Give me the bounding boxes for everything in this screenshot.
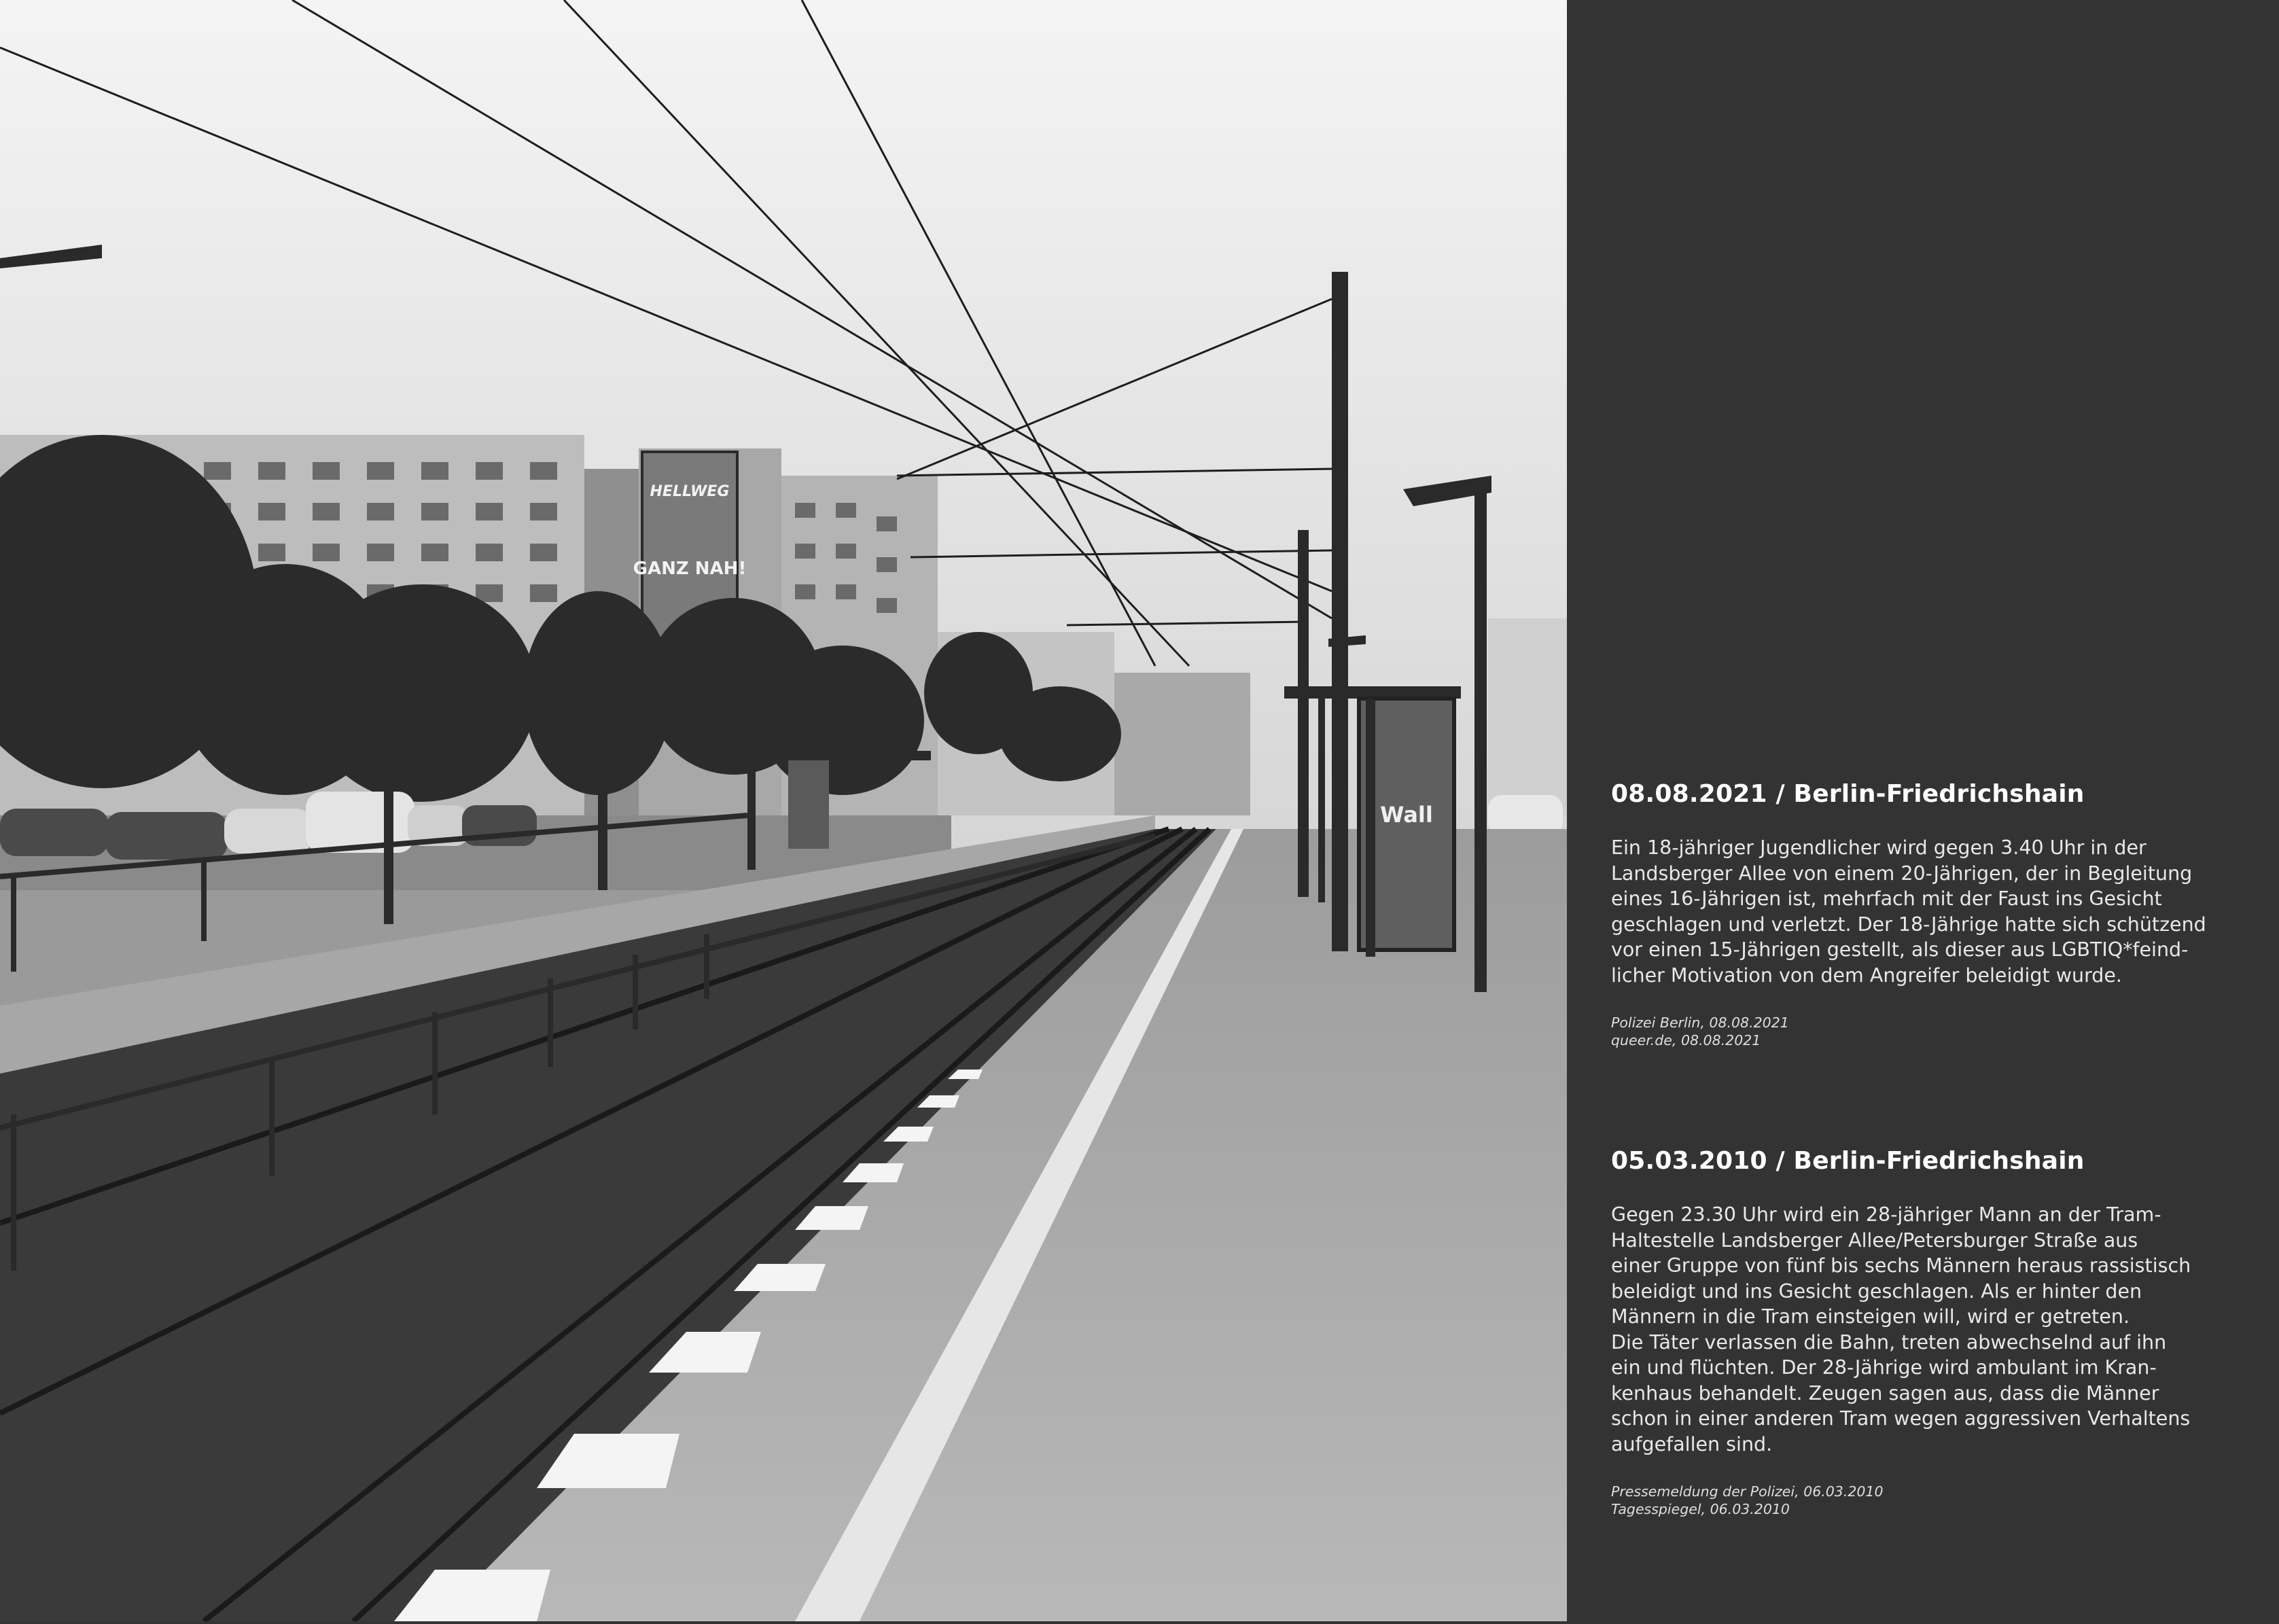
text-panel	[1567, 0, 2279, 1621]
incident-heading: 05.03.2010 / Berlin-Friedrichshain	[1611, 1147, 2085, 1175]
billboard-brand: HELLWEG	[650, 483, 730, 500]
incident-description: Gegen 23.30 Uhr wird ein 28-jähriger Mann an der Tram- Haltestelle Landsberger Allee/Petersburger Straße aus einer Gruppe von fünf bis sechs Männern heraus rassistisch beleidigt und ins Gesicht geschlagen. Als er hinter den Männern in die Tram einsteigen will, wird er getreten. Die Täter verlassen die Bahn, treten abwechselnd auf ihn ein und flüchten. Der 28-Jährige wird ambulant im Kran- kenhaus behandelt. Zeugen sagen aus, dass die Männer schon in einer anderen Tram wegen aggressiven Verhaltens aufgefallen sind.	[1611, 1203, 2191, 1455]
incident-sources: Pressemeldung der Polizei, 06.03.2010 Tagesspiegel, 06.03.2010	[1611, 1483, 1884, 1517]
billboard-headline: GANZ NAH!	[633, 559, 747, 579]
incident-entry	[1611, 780, 2223, 1049]
incident-sources: Polizei Berlin, 08.08.2021 queer.de, 08.08.2021	[1611, 1014, 1789, 1048]
incident-heading: 08.08.2021 / Berlin-Friedrichshain	[1611, 780, 2085, 808]
shelter-wall-logo: Wall	[1380, 802, 1433, 828]
incident-entry	[1611, 1147, 2223, 1518]
incident-description: Ein 18-jähriger Jugendlicher wird gegen 3.40 Uhr in der Landsberger Allee von einem 20-Jährigen, der in Begleitung eines 16-Jährigen ist, mehrfach mit der Faust ins Gesicht geschlagen und verletzt. Der 18-Jährige hatte sich schützend vor einen 15-Jährigen gestellt, als dieser aus LGBTIQ*feind- licher Motivation von dem Angreifer beleidigt wurde.	[1611, 836, 2206, 987]
